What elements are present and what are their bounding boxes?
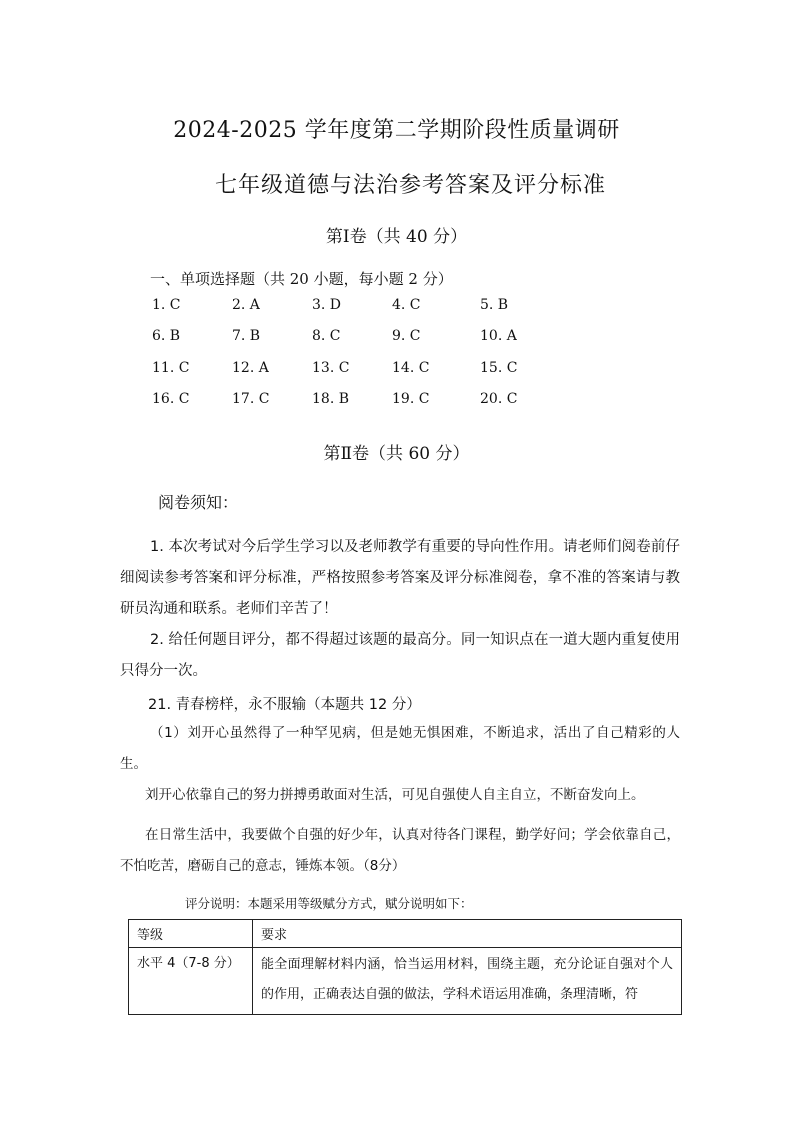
answer-item: 8. C: [312, 328, 341, 344]
answer-item: 18. B: [312, 391, 350, 407]
answer-item: 3. D: [312, 297, 342, 313]
answer-item: 12. A: [232, 360, 269, 376]
answer-item: 16. C: [152, 391, 190, 407]
notice-heading: 阅卷须知：: [158, 493, 239, 512]
question-21-reasoning: 刘开心依靠自己的努力拼搏勇敢面对生活，可见自强使人自主自立，不断奋发向上。: [145, 787, 645, 803]
table-header-cell: 要求: [253, 920, 682, 948]
volume-1-heading: 第Ⅰ卷（共 40 分）: [325, 227, 468, 247]
question-21-heading: 21. 青春榜样，永不服输（本题共 12 分）: [148, 697, 421, 713]
answer-item: 14. C: [392, 360, 430, 376]
answer-item: 1. C: [152, 297, 181, 313]
answer-item: 7. B: [232, 328, 261, 344]
document-title: 2024-2025 学年度第二学期阶段性质量调研: [173, 118, 620, 143]
answer-item: 17. C: [232, 391, 270, 407]
answer-item: 4. C: [392, 297, 421, 313]
answer-item: 10. A: [480, 328, 517, 344]
table-header-cell: 等级: [129, 920, 253, 948]
question-21-part-1: （1）刘开心虽然得了一种罕见病，但是她无惧困难，不断追求，活出了自己精彩的人生。: [120, 725, 680, 772]
answer-item: 5. B: [480, 297, 509, 313]
notice-paragraph-2: 2. 给任何题目评分，都不得超过该题的最高分。同一知识点在一道大题内重复使用只得分一次。: [120, 632, 680, 679]
question-21-practice: 在日常生活中，我要做个自强的好少年，认真对待各门课程，勤学好问；学会依靠自己，不怕吃苦，磨砺自己的意志，锤炼本领。（8分）: [120, 827, 680, 874]
notice-paragraph-1: 1. 本次考试对今后学生学习以及老师教学有重要的导向性作用。请老师们阅卷前仔细阅读参考答案和评分标准，严格按照参考答案及评分标准阅卷，拿不准的答案请与教研员沟通和联系。老师们辛苦了！: [120, 539, 680, 617]
table-cell-requirement: 能全面理解材料内涵，恰当运用材料，围绕主题，充分论证自强对个人的作用，正确表达自强的做法，学科术语运用准确，条理清晰，符: [253, 948, 682, 1015]
table-header-row: [129, 920, 682, 948]
answer-item: 20. C: [480, 391, 518, 407]
answer-item: 15. C: [480, 360, 518, 376]
answer-item: 6. B: [152, 328, 181, 344]
answer-item: 2. A: [232, 297, 260, 313]
answer-item: 13. C: [312, 360, 350, 376]
table-cell-level: 水平 4（7-8 分）: [129, 948, 253, 1015]
answer-item: 19. C: [392, 391, 430, 407]
table-row: [129, 948, 682, 1015]
grading-table: [128, 919, 682, 1015]
volume-2-heading: 第Ⅱ卷（共 60 分）: [323, 444, 470, 464]
scoring-note: 评分说明：本题采用等级赋分方式，赋分说明如下：: [185, 896, 473, 911]
answer-item: 9. C: [392, 328, 421, 344]
answer-item: 11. C: [152, 360, 190, 376]
section-1-heading: 一、单项选择题（共 20 小题，每小题 2 分）: [150, 270, 453, 288]
document-subtitle: 七年级道德与法治参考答案及评分标准: [215, 173, 607, 198]
